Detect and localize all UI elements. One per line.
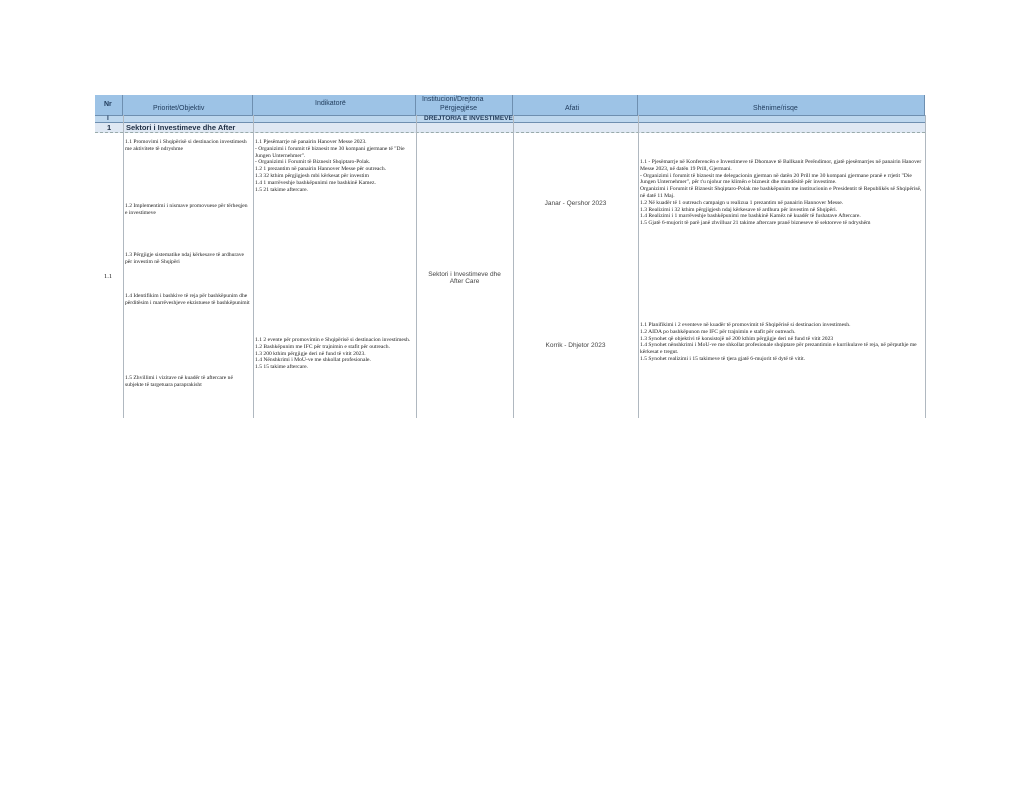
responsible-institution	[417, 271, 512, 285]
header-indikatore: Indikatorë	[315, 100, 346, 107]
indicator-line: 1.5 21 takime aftercare.	[255, 186, 308, 193]
note-line: 1.2 AIDA po bashkëpunon me IFC për trajnimin e stafit për outreach.	[640, 328, 796, 335]
indicator-line: 1.5 15 takime aftercare.	[255, 364, 308, 371]
header-prioritet: Prioritet/Objektiv	[153, 105, 205, 112]
header-prioritet-cell	[123, 95, 253, 115]
column-divider	[638, 115, 639, 418]
note-line: 1.4 Synohet nënshkrimi i MoU-ve me shkollat profesionale shqiptare për prezantimin e kurrikulave të reja, në përputhje me kërkesat e tregut.	[640, 342, 917, 356]
deadline-first-half: Janar - Qershor 2023	[544, 200, 607, 207]
indicator-line: - Organizimi i Forumit të Biznesit Shqiptaro-Polak.	[255, 159, 371, 166]
header-indikatore-cell	[253, 95, 416, 115]
note-line: 1.4 Realizimi i 1 marrëveshje bashkëpunimi me bashkinë Kamëz në kuadër të fushatave Aftercare.	[640, 213, 861, 220]
column-divider	[253, 115, 254, 418]
note-line: Organizimi i Forumit të Biznesit Shqiptaro-Polak me bashkëpunim me institucionin e Presidentit të Republikës së Shqipërisë, në datë 11 Maj.	[640, 186, 922, 199]
deadline-second-half: Korrik - Dhjetor 2023	[545, 342, 606, 349]
indicator-line: 1.1 2 evente për promovimin e Shqipërisë si destinacion investimesh.	[255, 337, 411, 343]
indicator-line: 1.4 1 marrëveshje bashkëpunimi me bashkinë Kamez.	[255, 179, 376, 186]
indicator-line: 1.2 1 prezantim në panairin Hannover Messe për outreach.	[255, 166, 387, 173]
indicators-second-half	[255, 337, 413, 371]
objective-2: 1.2 Implementimi i nismave promovuese për tërheqjen e investimeve	[125, 203, 248, 216]
sector-number: 1	[107, 123, 112, 132]
section-roman: I	[107, 115, 109, 122]
column-divider	[925, 115, 926, 418]
notes-first-half	[640, 159, 922, 227]
column-divider	[123, 115, 124, 418]
indicator-line: 1.3 200 kthim përgjigje deri në fund të vitit 2023.	[255, 350, 366, 357]
header-institucioni-cell	[416, 95, 513, 115]
objective-5: 1.5 Zhvillimi i vizitave në kuadër të aftercare në subjekte të targetuara paraprakisht	[125, 375, 233, 388]
objective-3: 1.3 Përgjigje sistematike ndaj kërkesave të ardhurave për investim në Shqipëri	[125, 252, 245, 265]
indicator-line: 1.3 32 kthim përgjigjesh mbi kërkesat për investim	[255, 172, 369, 179]
note-line: 1.2 Në kuadër të 1 outreach campaign u realizua 1 prezantim në panairin Hannover Messe.	[640, 199, 844, 206]
note-line: 1.1 - Pjesëmarrje në Konferencën e Investimeve të Dhomave të Ballkanit Perëndimor, gjatë pjesëmarrjes në panairin Hanover Messe 2023, në datën 19 Prill, Gjermani.	[640, 159, 922, 172]
indicator-line: - Organizimi i forumit të biznesit me 30 kompani gjermane të "Die Jungen Unternehmer".	[255, 145, 405, 159]
indicator-line: 1.4 Nënshkrimi i MoU-ve me shkollat profesionale.	[255, 357, 371, 364]
institution-line1: Sektori i Investimeve dhe	[428, 271, 501, 278]
notes-second-half	[640, 322, 922, 363]
header-institucioni-line1: Institucioni/Drejtoria	[422, 96, 484, 103]
section-title: DREJTORIA E INVESTIMEVE	[424, 115, 513, 122]
note-line: 1.5 Gjatë 6-mujorit të parë janë zhvilluar 21 takime aftercare pranë bizneseve të sektoreve të ndryshëm	[640, 220, 871, 227]
note-line: 1.3 Synohet që objektivi të konsistojë në 200 kthim përgjigje deri në fund të vitit 2023	[640, 335, 834, 342]
indicator-line: 1.1 Pjesëmarrje në panairin Hanover Messe 2023.	[255, 139, 367, 145]
indicators-first-half	[255, 139, 413, 193]
note-line: 1.3 Realizimi i 32 kthim përgjigjesh ndaj kërkesave të ardhura për investim në Shqipëri.	[640, 206, 838, 213]
section-row	[95, 115, 925, 123]
header-institucioni-line2: Përgjegjëse	[440, 105, 477, 112]
header-afati: Afati	[565, 105, 580, 112]
header-shenime: Shënime/risqe	[753, 105, 798, 112]
objective-4: 1.4 Identifikim i bashkive të reja për bashkëpunim dhe përditësim i marrëveshjeve ekzistuese të bashkëpunimit	[125, 293, 250, 306]
note-line: - Organizimi i forumit të biznesit me delegacionin gjerman në datën 20 Prill me 30 kompani gjermane pranë e rrjetit "Die Jungen Unternehmer", për t'u njohur me klimën e biznesit dhe mundësitë për investime.	[640, 172, 912, 186]
header-nr-cell	[95, 95, 123, 115]
header-shenime-cell	[638, 95, 925, 115]
priority-table	[95, 95, 930, 418]
note-line: 1.5 Synohet realizimi i 15 takimeve të tjera gjatë 6-mujorit të dytë të vitit.	[640, 355, 806, 362]
column-divider	[513, 115, 514, 418]
institution-line2: After Care	[449, 278, 480, 285]
header-nr: Nr	[104, 101, 112, 108]
indicator-line: 1.2 Bashkëpunim me IFC për trajnimin e stafit për outreach.	[255, 343, 390, 350]
column-divider	[416, 115, 417, 418]
objective-1: 1.1 Promovimi i Shqipërisë si destinacion investimesh me aktivitete të ndryshme	[125, 139, 247, 152]
note-line: 1.1 Planifikimi i 2 eventeve në kuadër të promovimit të Shqipërisë si destinacion investimesh.	[640, 322, 851, 328]
row-number: 1.1	[104, 273, 113, 280]
header-afati-cell	[513, 95, 638, 115]
sector-row	[95, 123, 925, 133]
sector-title: Sektori i Investimeve dhe After	[126, 123, 236, 132]
